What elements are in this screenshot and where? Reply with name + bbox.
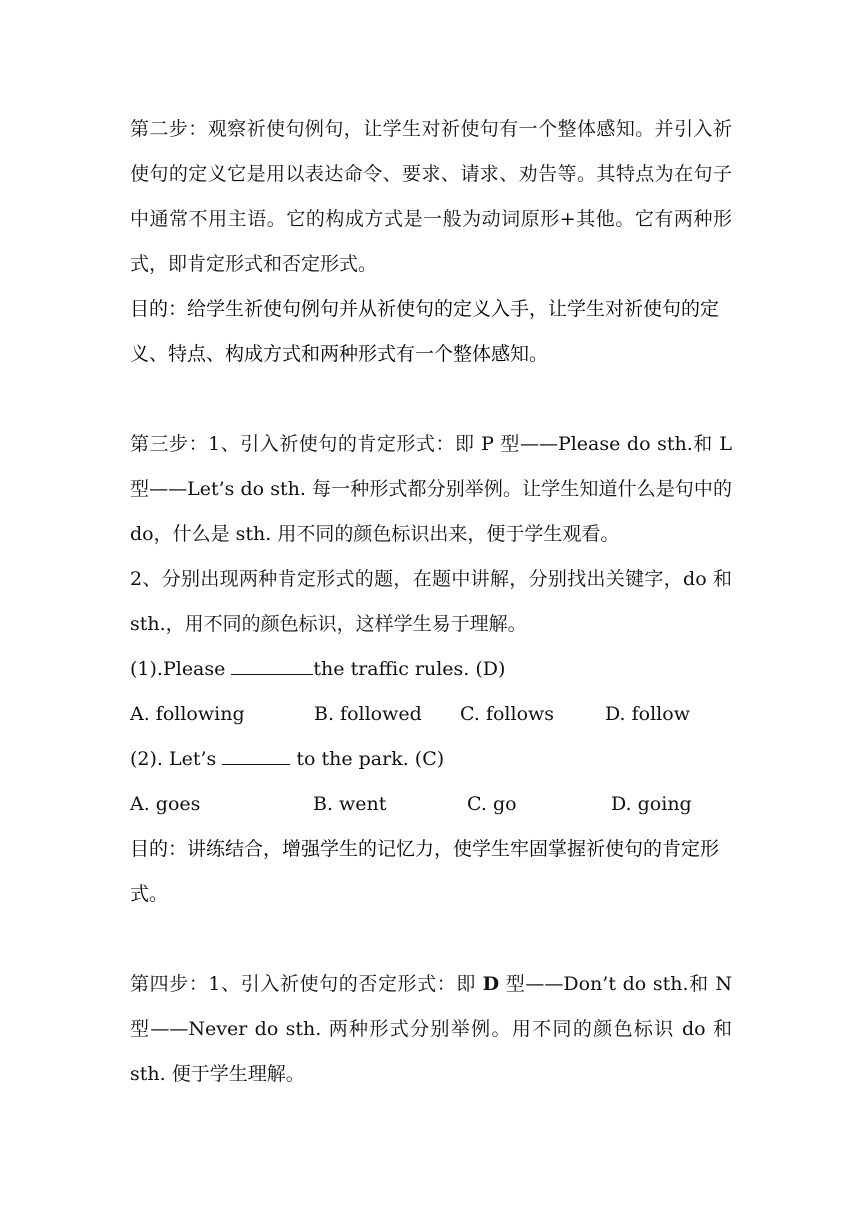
question-1-suffix: the traffic rules. (D) bbox=[313, 658, 506, 680]
step4-text-start: 第四步：1、引入祈使句的否定形式：即 bbox=[130, 973, 483, 995]
step4-text-end: 型——Don’t do sth.和 N 型——Never do sth. 两种形式分别举例。用不同的颜色标识 do 和 sth. 便于学生理解。 bbox=[130, 973, 732, 1085]
option-d: D. follow bbox=[605, 703, 690, 725]
option-b: B. went bbox=[313, 793, 387, 815]
spacer bbox=[130, 917, 732, 962]
question-2-prefix: (2). Let’s bbox=[130, 748, 223, 770]
option-a: A. following bbox=[130, 703, 245, 725]
option-c: C. follows bbox=[460, 703, 555, 725]
step2-paragraph: 第二步：观察祈使句例句，让学生对祈使句有一个整体感知。并引入祈使句的定义它是用以表达命令、要求、请求、劝告等。其特点为在句子中通常不用主语。它的构成方式是一般为动词原形+其他。它有两种形式，即肯定形式和否定形式。 bbox=[130, 118, 732, 275]
step3-paragraph-2: 2、分别出现两种肯定形式的题，在题中讲解，分别找出关键字，do 和 sth.，用不同的颜色标识，这样学生易于理解。 bbox=[130, 568, 732, 635]
question-1 bbox=[130, 647, 732, 692]
step3-purpose: 目的：讲练结合，增强学生的记忆力，使学生牢固掌握祈使句的肯定形式。 bbox=[130, 838, 720, 905]
option-d: D. going bbox=[611, 793, 692, 815]
option-c: C. go bbox=[467, 793, 517, 815]
option-a: A. goes bbox=[130, 793, 201, 815]
spacer bbox=[130, 377, 732, 422]
document-page bbox=[130, 107, 732, 1097]
question-2-options bbox=[130, 782, 732, 827]
step3-paragraph: 第三步：1、引入祈使句的肯定形式：即 P 型——Please do sth.和 L 型——Let’s do sth. 每一种形式都分别举例。让学生知道什么是句中的 do，什么是 sth. 用不同的颜色标识出来，便于学生观看。 bbox=[130, 433, 732, 545]
step2-purpose: 目的：给学生祈使句例句并从祈使句的定义入手，让学生对祈使句的定义、特点、构成方式和两种形式有一个整体感知。 bbox=[130, 298, 720, 365]
step4-paragraph bbox=[130, 962, 732, 1097]
question-1-blank bbox=[231, 652, 313, 675]
question-2-suffix: to the park. (C) bbox=[290, 748, 445, 770]
question-1-options bbox=[130, 692, 732, 737]
question-2 bbox=[130, 737, 732, 782]
option-b: B. followed bbox=[314, 703, 422, 725]
question-2-blank bbox=[222, 742, 290, 765]
question-1-prefix: (1).Please bbox=[130, 658, 232, 680]
step4-bold-letter: D bbox=[482, 973, 500, 995]
